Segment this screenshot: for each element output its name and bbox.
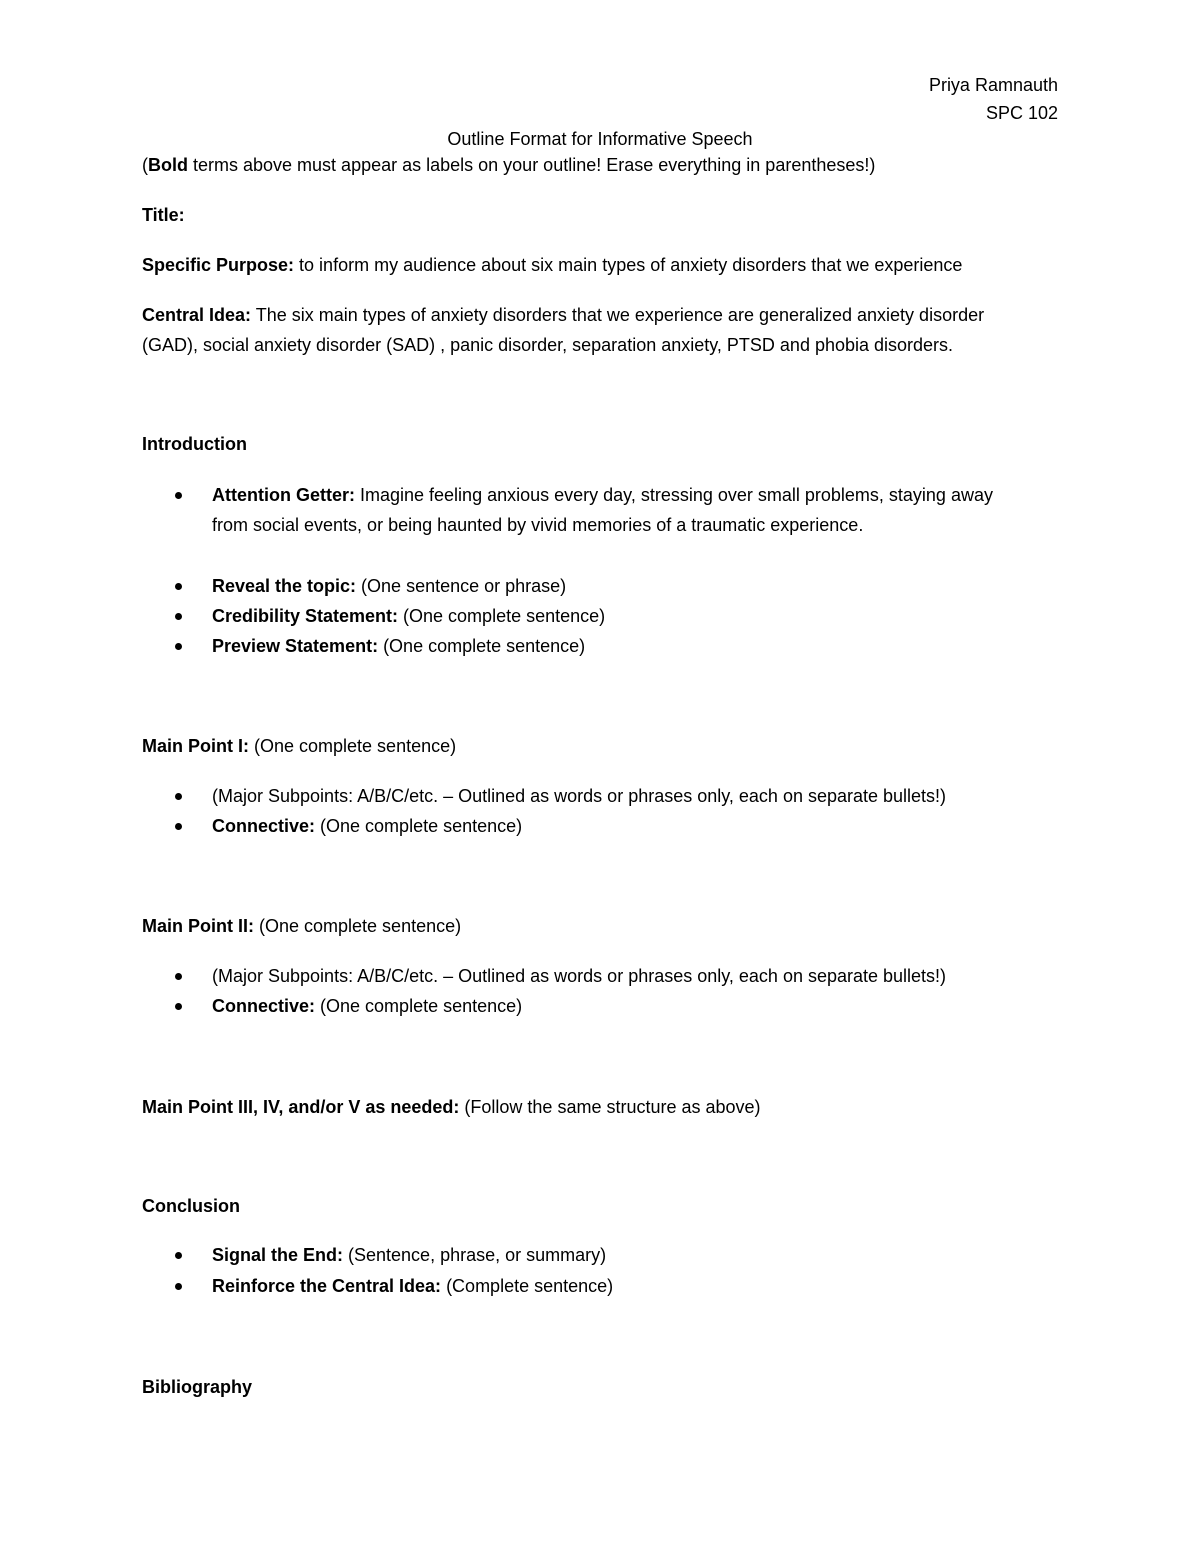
- preview-text: (One complete sentence): [378, 636, 586, 656]
- bullet-icon: [175, 583, 182, 590]
- preview-label: Preview Statement:: [212, 636, 379, 656]
- specific-purpose-text: to inform my audience about six main types of anxiety disorders that we experience: [294, 255, 963, 275]
- author-name: Priya Ramnauth: [928, 75, 1058, 95]
- main-point-more: [142, 1092, 761, 1122]
- central-idea-text-2: (GAD), social anxiety disorder (SAD) , panic disorder, separation anxiety, PTSD and phobia disorders.: [142, 335, 954, 355]
- main-point-2-subpoints: (Major Subpoints: A/B/C/etc. – Outlined as words or phrases only, each on separate bullets!): [212, 966, 947, 986]
- central-idea-line1: [142, 300, 984, 330]
- bullet-icon: [175, 492, 182, 499]
- main-point-1-text: (One complete sentence): [249, 736, 457, 756]
- connective-text: (One complete sentence): [315, 996, 523, 1016]
- attention-getter-text-1: Imagine feeling anxious every day, stressing over small problems, staying away: [355, 485, 993, 505]
- connective-label: Connective:: [212, 996, 316, 1016]
- signal-end-label: Signal the End:: [212, 1245, 344, 1265]
- attention-getter-text-2: from social events, or being haunted by vivid memories of a traumatic experience.: [212, 515, 864, 535]
- reinforce-text: (Complete sentence): [441, 1276, 614, 1296]
- course-code: SPC 102: [985, 103, 1058, 123]
- attention-getter: [212, 480, 1072, 540]
- bullet-icon: [175, 1003, 182, 1010]
- bullet-icon: [175, 1252, 182, 1259]
- credibility-label: Credibility Statement:: [212, 606, 399, 626]
- main-point-1: [142, 731, 456, 761]
- reinforce-label: Reinforce the Central Idea:: [212, 1276, 442, 1296]
- main-point-2: [142, 911, 461, 941]
- specific-purpose-label: Specific Purpose:: [142, 255, 295, 275]
- title-label: Title:: [142, 205, 185, 225]
- bibliography-heading: Bibliography: [142, 1377, 253, 1397]
- instruction-open: (: [142, 155, 148, 175]
- bullet-icon: [175, 643, 182, 650]
- connective-text: (One complete sentence): [315, 816, 523, 836]
- bullet-icon: [175, 1283, 182, 1290]
- bullet-icon: [175, 793, 182, 800]
- reveal-topic-label: Reveal the topic:: [212, 576, 357, 596]
- attention-getter-label: Attention Getter:: [212, 485, 355, 505]
- main-point-2-label: Main Point II:: [142, 916, 254, 936]
- reveal-topic: [212, 571, 1072, 601]
- instruction-line: [142, 150, 875, 180]
- instruction-bold-word: Bold: [148, 155, 188, 175]
- connective-label: Connective:: [212, 816, 316, 836]
- preview-statement: [212, 631, 1072, 661]
- conclusion-heading: Conclusion: [142, 1196, 240, 1216]
- bullet-icon: [175, 973, 182, 980]
- main-point-1-subpoints: (Major Subpoints: A/B/C/etc. – Outlined as words or phrases only, each on separate bullets!): [212, 786, 947, 806]
- bullet-icon: [175, 613, 182, 620]
- reinforce-central-idea: [212, 1271, 1072, 1301]
- central-idea-text-1: The six main types of anxiety disorders that we experience are generalized anxiety disorder: [251, 305, 985, 325]
- main-point-2-text: (One complete sentence): [254, 916, 462, 936]
- introduction-heading: Introduction: [142, 434, 247, 454]
- credibility-statement: [212, 601, 1072, 631]
- signal-end-text: (Sentence, phrase, or summary): [343, 1245, 607, 1265]
- instruction-rest: terms above must appear as labels on your outline! Erase everything in parentheses!): [188, 155, 876, 175]
- bullet-icon: [175, 823, 182, 830]
- main-point-1-label: Main Point I:: [142, 736, 249, 756]
- document-title: Outline Format for Informative Speech: [447, 129, 753, 149]
- main-point-1-connective: [212, 811, 1072, 841]
- specific-purpose: [142, 250, 962, 280]
- main-point-2-connective: [212, 991, 1072, 1021]
- main-point-more-text: (Follow the same structure as above): [459, 1097, 761, 1117]
- reveal-topic-text: (One sentence or phrase): [356, 576, 567, 596]
- central-idea-label: Central Idea:: [142, 305, 252, 325]
- credibility-text: (One complete sentence): [398, 606, 606, 626]
- signal-end: [212, 1240, 1072, 1270]
- main-point-more-label: Main Point III, IV, and/or V as needed:: [142, 1097, 460, 1117]
